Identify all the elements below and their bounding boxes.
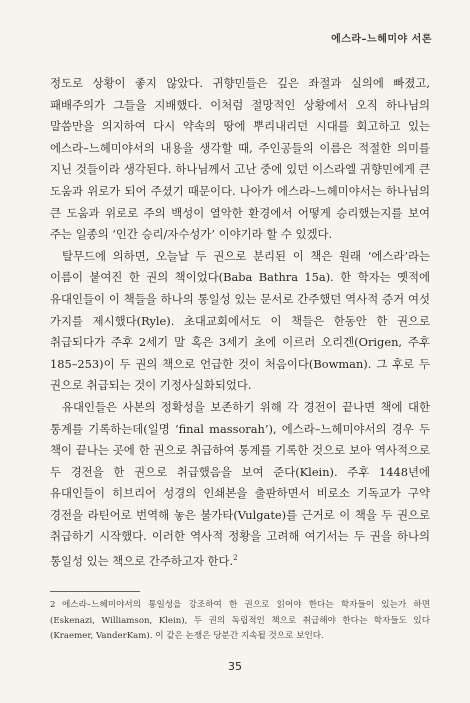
running-head: 에스라–느헤미야 서론	[331, 34, 432, 45]
footnote	[50, 598, 430, 645]
page-number: 35	[228, 660, 242, 673]
paragraph-3	[50, 397, 430, 573]
footnote-text: 에스라–느헤미야서의 통일성을 강조하여 한 권으로 읽어야 한다는 학자들이 있는가 하면(Eskenazi, Williamson, Klein), 두 권의 독립적인 책으로 취급해야 한다는 학자들도 있다(Kraemer, VanderKam). 이 같은 논쟁은 당분간 지속될 것으로 보인다.	[50, 600, 430, 641]
paragraph-3-text: 유대인들은 사본의 정확성을 보존하기 위해 각 경전이 끝나면 책에 대한 통계를 기록하는데(일명 ‘final massorah’), 에스라–느헤미야서의 경우 두 책이 끝나는 곳에 한 권으로 취급하여 통계를 기록한 것으로 보아 역사적으로 두 경전을 한 권으로 취급했음을 보여 준다(Klein). 주후 1448년에 유대인들이 히브리어 성경의 인쇄본을 출판하면서 비로소 기독교가 구약 경전을 라틴어로 번역해 놓은 불가타(Vulgate)를 근거로 이 책을 두 권으로 취급하기 시작했다. 이러한 역사적 정황을 고려해 여기서는 두 권을 하나의 통일성 있는 책으로 간주하고자 한다.	[50, 399, 430, 568]
footnote-number: 2	[50, 600, 56, 610]
paragraph-2: 탈무드에 의하면, 오늘날 두 권으로 분리된 이 책은 원래 ‘에스라’라는 이름이 붙여진 한 권의 책이었다(Baba Bathra 15a). 한 학자는 옛적에 유대인들이 이 책들을 하나의 통일성 있는 문서로 간주했던 역사적 증거 여섯 가지를 제시했다(Ryle). 초대교회에서도 이 책들은 한동안 한 권으로 취급되다가 주후 2세기 말 혹은 3세기 초에 이르러 오리겐(Origen, 주후 185–253)이 두 권의 책으로 언급한 것이 처음이다(Bowman). 그 후로 두 권으로 취급되는 것이 기정사실화되었다.	[50, 248, 430, 393]
body-text	[50, 73, 430, 572]
paragraph-1: 정도로 상황이 좋지 않았다. 귀향민들은 깊은 좌절과 실의에 빠졌고, 패배주의가 그들을 지배했다. 이처럼 절망적인 상황에서 오직 하나님의 말씀만을 의지하여 다시 약속의 땅에 뿌리내리던 시대를 회고하고 있는 에스라–느헤미야서의 내용을 생각할 때, 주인공들의 이름은 적절한 의미를 지닌 것들이라 생각된다. 하나님께서 고난 중에 있던 이스라엘 귀향민에게 큰 도움과 위로가 되어 주셨기 때문이다. 나아가 에스라–느헤미야서는 하나님의 큰 도움과 위로로 주의 백성이 열악한 환경에서 어떻게 승리했는지를 보여 주는 일종의 ‘인간 승리/자수성가’ 이야기라 할 수 있겠다.	[50, 76, 430, 242]
footnote-marker: 2	[233, 554, 238, 563]
footnote-rule	[50, 591, 140, 592]
